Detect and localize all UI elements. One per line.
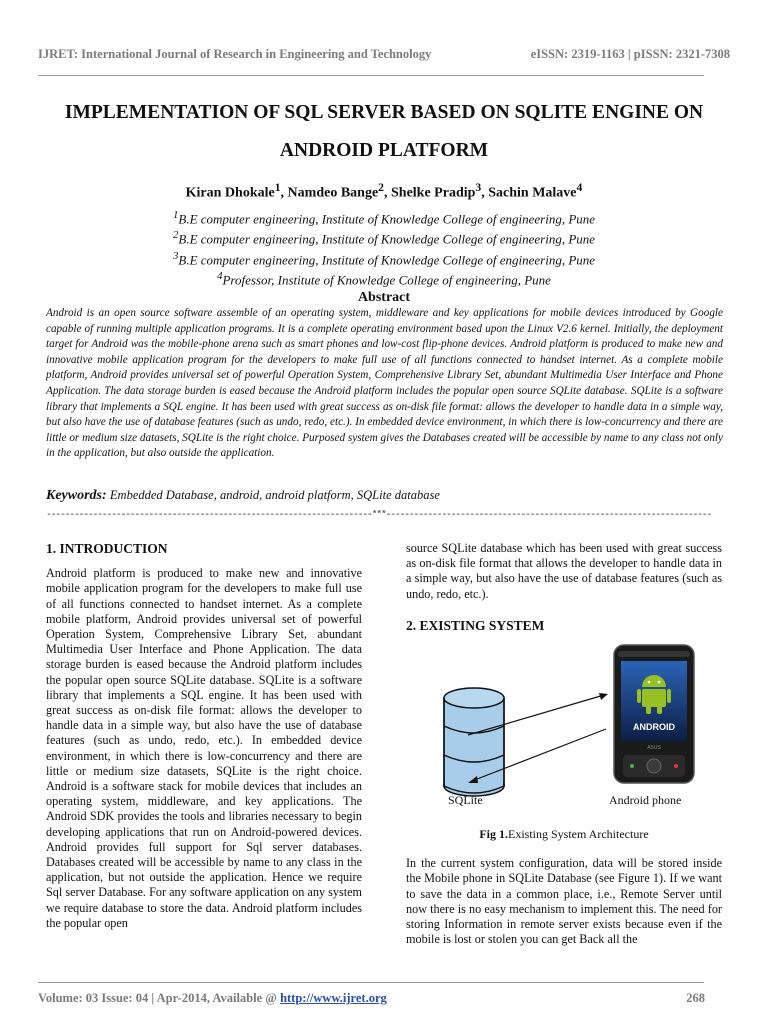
- keywords-label: Keywords:: [46, 488, 107, 503]
- author-list: Kiran Dhokale$^1$, Namdeo Bange$^2$, Shelke Pradip$^3$, Sachin Malave$^4$: [185, 181, 583, 201]
- abstract-text: Android is an open source software assemble of an operating system, middleware and key applications for mobile devices introduced by Google capable of running multiple application programs. It is a complete operating environment based upon the Linux V2.6 kernel. Initially, the deployment target for Android was the mobile-phone arena such as smart phones and low-cost flip-phone devices. Android platform is produced to make new and innovative mobile application program for the developers to make full use of all functions connected to handset internet. As a complete mobile platform, Android provides universal set of powerful Operation System, Comprehensive Library Set, abundant Multimedia User Interface and Phone Application. The data storage burden is eased because the Android platform includes the popular open source SQLite database. SQLite is a software library that implements a SQL engine. It has been used with great success as on-disk file format: allows the developer to handle data in a simple way, but also have the use of database features (such as undo, redo, etc.). In embedded device environment, in which there is low-concurrency and there are little or medium size datasets, SQLite is the right choice. Purposed system gives the Databases created will be accessible by name to any class not only in the application, but also outside the application.: [46, 307, 723, 460]
- affiliation-1: $^1$B.E computer engineering, Institute of Knowledge College of engineering, Pune: [172, 209, 596, 227]
- affiliation-3: $^3$B.E computer engineering, Institute of Knowledge College of engineering, Pune: [172, 249, 596, 267]
- issn: eISSN: 2319-1163 | pISSN: 2321-7308: [530, 47, 730, 61]
- section-separator: ----------------------------------------------------------------------***----------------------------------------------------------------------: [46, 510, 712, 521]
- section-1-text: Android platform is produced to make new and innovative mobile application program for the developers to make full use of all functions connected to handset internet. As a complete mobile platform, Android provides universal set of powerful Operation System, Comprehensive Library Set, abundant Multimedia User Interface and Phone Application. The data storage burden is eased because the Android platform includes the popular open source SQLite database. SQLite is a software library that implements a SQL engine. It has been used with great success as on-disk file format: allows the developer to handle data in a simple way, but also have the use of database features (such as undo, redo, etc.). In embedded device environment, in which there is low-concurrency and there are little or medium size datasets, SQLite is the right choice. Android is a software stack for mobile devices that includes an operating system, middleware, and key applications. The Android SDK provides the tools and libraries necessary to begin developing applications that run on Android-powered devices. Android provides full support for Sql server databases. Databases created will be accessible by name to any class in the application, but not outside the application. Hence we require Sql server Database. For any software application on any system we require database to store the data. Android platform includes the popular open: [46, 566, 362, 930]
- title-line-1: IMPLEMENTATION OF SQL SERVER BASED ON SQLITE ENGINE ON: [64, 102, 704, 123]
- author-3-sup: 3: [475, 181, 482, 194]
- header-rule: [38, 75, 704, 76]
- footer-rule: [38, 982, 704, 983]
- figure-1-caption: [406, 827, 722, 842]
- author-3: Shelke Pradip: [391, 185, 476, 201]
- footer-volume: Volume: 03 Issue: 04 | Apr-2014, Available @ http://www.ijret.org: [38, 991, 387, 1005]
- android-phone-icon: [614, 645, 694, 783]
- phone-brand: ASUS: [647, 745, 661, 752]
- page-number: 268: [686, 991, 705, 1005]
- phone-screen-text: ANDROID: [633, 722, 675, 733]
- author-2: Namdeo Bange: [287, 185, 379, 201]
- author-1: Kiran Dhokale: [185, 185, 275, 201]
- column-right: [406, 541, 722, 947]
- section-2-heading: 2. EXISTING SYSTEM: [406, 617, 545, 633]
- author-4-sup: 4: [576, 181, 583, 194]
- figure-caption-text: Existing System Architecture: [508, 827, 649, 842]
- author-2-sup: 2: [378, 181, 384, 194]
- author-4: Sachin Malave: [488, 185, 577, 201]
- figure-number: Fig 1.: [479, 827, 508, 842]
- section-1-heading: 1. INTRODUCTION: [46, 541, 168, 556]
- column-left: [46, 541, 362, 931]
- affiliation-4: $^4$Professor, Institute of Knowledge College of engineering, Pune: [217, 269, 551, 288]
- architecture-diagram: [406, 643, 722, 813]
- section-1-continued: source SQLite database which has been used with great success as on-disk file format that allows the developer to handle data in a simple way, but also have the use of database features (such as undo, redo, etc.).: [406, 541, 722, 601]
- keywords-text: Embedded Database, android, android platform, SQLite database: [109, 488, 440, 502]
- paper-title: [30, 94, 738, 170]
- journal-link[interactable]: http://www.ijret.org: [280, 991, 387, 1005]
- figure-1: [406, 643, 722, 813]
- affiliations: [0, 207, 768, 288]
- keywords: [46, 487, 723, 504]
- journal-name: IJRET: International Journal of Research in Engineering and Technology: [38, 47, 432, 61]
- title-line-2: ANDROID PLATFORM: [279, 140, 489, 161]
- author-1-sup: 1: [274, 181, 281, 194]
- section-2-text: In the current system configuration, data will be stored inside the Mobile phone in SQLite Database (see Figure 1). If we want to save the data in a common place, i.e., Remote Server until now there is no easy mechanism to implement this. The need for storing Information in remote server exists because even if the mobile is lost or stolen you can get Back all the: [406, 856, 722, 947]
- abstract-heading: Abstract: [357, 290, 411, 305]
- label-android-phone: Android phone: [609, 793, 682, 808]
- affiliation-2: $^2$B.E computer engineering, Institute of Knowledge College of engineering, Pune: [172, 229, 596, 247]
- label-sqlite: SQLite: [448, 793, 483, 808]
